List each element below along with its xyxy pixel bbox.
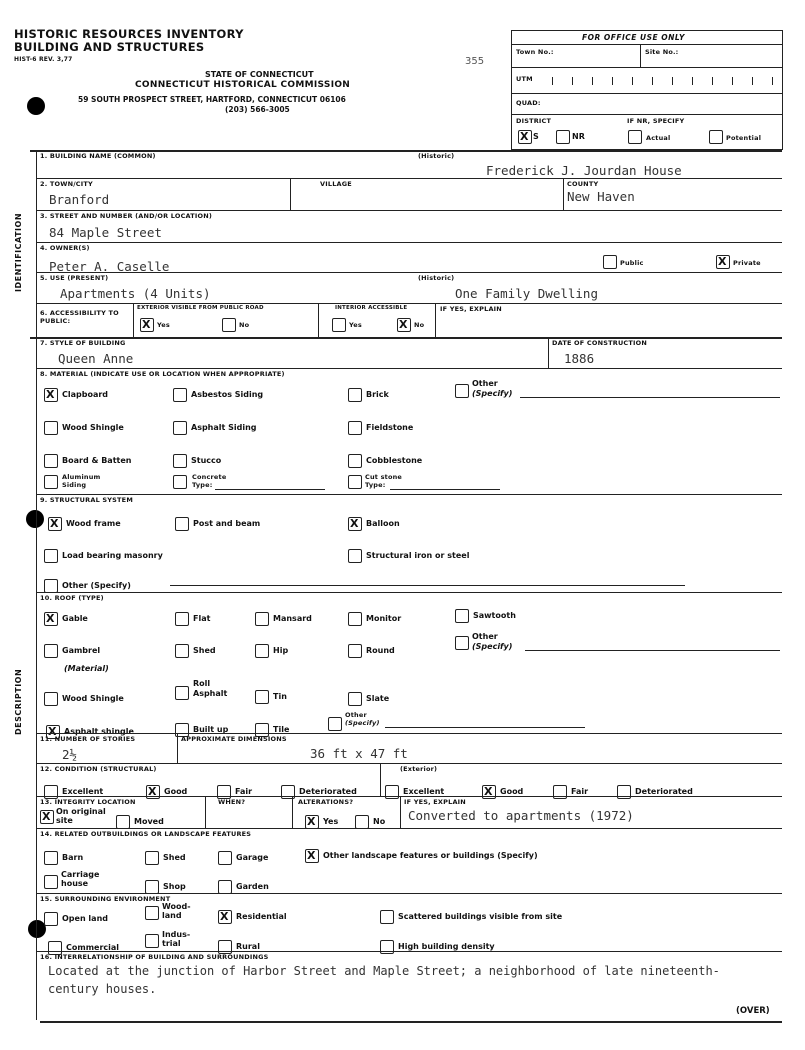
actual-checkbox[interactable] (628, 130, 642, 144)
structural-label: 9. STRUCTURAL SYSTEM (40, 496, 133, 504)
shop-label: Shop (163, 881, 186, 891)
clapboard-label: Clapboard (62, 389, 109, 399)
brick-label: Brick (366, 389, 389, 399)
style-label: 7. STYLE OF BUILDING (40, 339, 126, 347)
roof-shed[interactable] (175, 640, 216, 659)
garage-checkbox[interactable] (218, 851, 232, 865)
asphalt-shingle-checkbox[interactable]: X (46, 725, 60, 739)
post-beam-label: Post and beam (193, 518, 261, 528)
tile-label: Tile (273, 724, 290, 734)
balloon-label: Balloon (366, 518, 400, 528)
roof-specify-label: (Specify) (472, 642, 513, 651)
high-density-label: High building density (398, 941, 495, 951)
form-title: HISTORIC RESOURCES INVENTORY (14, 27, 244, 41)
wood-shingle-label: Wood Shingle (62, 422, 124, 432)
commission-phone: (203) 566-3005 (225, 105, 290, 114)
accessibility-label: 6. ACCESSIBILITY TO PUBLIC: (40, 309, 119, 325)
related-other-landscape[interactable] (305, 845, 538, 864)
district-s-label: S (533, 132, 539, 141)
cond-good-checkbox[interactable]: X (146, 785, 160, 799)
asbestos-checkbox[interactable] (173, 388, 187, 402)
gable-checkbox[interactable]: X (44, 612, 58, 626)
surrounding-label: 15. SURROUNDING ENVIRONMENT (40, 895, 171, 903)
material-asphalt-siding[interactable] (173, 417, 257, 436)
wood-frame-label: Wood frame (66, 518, 121, 528)
moved-checkbox[interactable] (116, 815, 130, 829)
structural-iron-steel[interactable] (348, 545, 469, 564)
roof-material-specify-label: (Specify) (345, 719, 380, 727)
moved-label: Moved (134, 816, 164, 826)
rural-label: Rural (236, 941, 260, 951)
roll-asphalt-checkbox[interactable] (175, 686, 189, 700)
carriage-house-label: house (61, 879, 89, 888)
interior-yes-checkbox[interactable] (332, 318, 346, 332)
roof-other-label: Other (472, 632, 498, 641)
ext-good-label: Good (500, 786, 524, 796)
form-subtitle: BUILDING AND STRUCTURES (14, 40, 205, 54)
ext-condition-fair[interactable] (553, 781, 588, 800)
building-name-label: 1. BUILDING NAME (COMMON) (40, 152, 156, 160)
roof-flat[interactable] (175, 608, 210, 627)
condition-label: 12. CONDITION (STRUCTURAL) (40, 765, 157, 773)
building-name-historic-field[interactable]: Frederick J. Jourdan House (486, 163, 682, 178)
scattered-label: Scattered buildings visible from site (398, 911, 563, 921)
page-code: 355 (465, 56, 485, 67)
cobblestone-label: Cobblestone (366, 455, 423, 465)
exterior-yes-label: Yes (157, 321, 170, 329)
brick-checkbox[interactable] (348, 388, 362, 402)
alteration-explain-field[interactable]: Converted to apartments (1972) (408, 808, 634, 823)
concrete-label: Concrete (192, 473, 227, 481)
slate-label: Slate (366, 693, 390, 703)
material-other-label: Other (472, 379, 498, 388)
potential-checkbox[interactable] (709, 130, 723, 144)
ext-deteriorated-label: Deteriorated (635, 786, 693, 796)
over-label: (OVER) (736, 1006, 770, 1016)
historic-label: (Historic) (418, 152, 455, 160)
date-field[interactable]: 1886 (564, 351, 595, 366)
clapboard-checkbox[interactable]: X (44, 388, 58, 402)
structural-balloon[interactable] (348, 513, 400, 532)
shed-label: Shed (193, 645, 216, 655)
section-description: DESCRIPTION (14, 668, 23, 735)
structural-post-beam[interactable] (175, 513, 260, 532)
woodland-checkbox[interactable] (145, 906, 159, 920)
gable-label: Gable (62, 613, 88, 623)
exterior-visible-label: EXTERIOR VISIBLE FROM PUBLIC ROAD (137, 305, 264, 311)
cut-stone-label: Cut stone (365, 473, 403, 481)
barn-label: Barn (62, 852, 84, 862)
balloon-checkbox[interactable]: X (348, 517, 362, 531)
utm-label: UTM (516, 75, 533, 83)
related-shed-label: Shed (163, 852, 186, 862)
env-high-density[interactable] (380, 936, 495, 955)
use-historic-field[interactable]: One Family Dwelling (455, 286, 598, 301)
ext-fair-label: Fair (571, 786, 589, 796)
exterior-yes-checkbox[interactable]: X (140, 318, 154, 332)
structural-other-label: Other (Specify) (62, 580, 131, 590)
iron-steel-label: Structural iron or steel (366, 550, 470, 560)
dimensions-label: APPROXIMATE DIMENSIONS (181, 735, 287, 743)
ext-condition-good[interactable] (482, 781, 523, 800)
interior-yes-label: Yes (349, 321, 362, 329)
roof-monitor[interactable] (348, 608, 401, 627)
load-bearing-checkbox[interactable] (44, 549, 58, 563)
load-bearing-label: Load bearing masonry (62, 550, 163, 560)
public-label: Public (620, 259, 644, 267)
use-present-field[interactable]: Apartments (4 Units) (60, 286, 211, 301)
office-use-title: FOR OFFICE USE ONLY (582, 33, 685, 42)
roof-wood-shingle[interactable] (44, 688, 124, 707)
concrete-type-label: Type: (192, 481, 213, 489)
env-residential[interactable] (218, 906, 287, 925)
structural-wood-frame[interactable] (48, 513, 121, 532)
stucco-label: Stucco (191, 455, 222, 465)
roof-wood-shingle-checkbox[interactable] (44, 692, 58, 706)
asphalt-siding-checkbox[interactable] (173, 421, 187, 435)
punch-hole (27, 97, 45, 115)
garden-label: Garden (236, 881, 269, 891)
monitor-label: Monitor (366, 613, 402, 623)
stucco-checkbox[interactable] (173, 454, 187, 468)
integrity-label: 13. INTEGRITY LOCATION (40, 798, 136, 806)
alterations-no-label: No (373, 816, 386, 826)
roof-mansard[interactable] (255, 608, 312, 627)
roof-gambrel[interactable] (44, 640, 100, 659)
street-field[interactable]: 84 Maple Street (49, 225, 162, 240)
gambrel-checkbox[interactable] (44, 644, 58, 658)
flat-checkbox[interactable] (175, 612, 189, 626)
sawtooth-checkbox[interactable] (455, 609, 469, 623)
alterations-yes-label: Yes (323, 816, 339, 826)
other-landscape-checkbox[interactable]: X (305, 849, 319, 863)
related-garage[interactable] (218, 847, 268, 866)
round-label: Round (366, 645, 395, 655)
dimensions-field[interactable]: 36 ft x 47 ft (310, 746, 408, 761)
woodland-sub-label: land (162, 911, 182, 920)
roof-material-label: (Material) (64, 664, 109, 673)
round-checkbox[interactable] (348, 644, 362, 658)
slate-checkbox[interactable] (348, 692, 362, 706)
commission-address: 59 SOUTH PROSPECT STREET, HARTFORD, CONNECTICUT 06106 (78, 95, 346, 104)
site-no-label: Site No.: (645, 48, 679, 56)
roof-hip[interactable] (255, 640, 288, 659)
if-yes-explain-label: IF YES, EXPLAIN (440, 305, 502, 313)
town-field[interactable]: Branford (49, 192, 110, 207)
shop-checkbox[interactable] (145, 880, 159, 894)
material-brick[interactable] (348, 384, 389, 403)
asphalt-shingle-label: Asphalt shingle (64, 726, 134, 736)
commercial-label: Commercial (66, 942, 120, 952)
interior-accessible-label: INTERIOR ACCESSIBLE (335, 305, 408, 311)
owner-field[interactable]: Peter A. Caselle (49, 259, 170, 274)
street-label: 3. STREET AND NUMBER (AND/OR LOCATION) (40, 212, 213, 220)
asphalt-siding-label: Asphalt Siding (191, 422, 257, 432)
use-historic-label: (Historic) (418, 274, 455, 282)
roof-slate[interactable] (348, 688, 389, 707)
cut-stone-checkbox[interactable] (348, 475, 362, 489)
board-batten-checkbox[interactable] (44, 454, 58, 468)
carriage-house-checkbox[interactable] (44, 875, 58, 889)
cobblestone-checkbox[interactable] (348, 454, 362, 468)
roof-sawtooth[interactable] (455, 605, 516, 624)
cond-excellent-label: Excellent (62, 786, 104, 796)
commission-name: CONNECTICUT HISTORICAL COMMISSION (135, 80, 351, 90)
woodland-label: Wood- (162, 902, 191, 911)
exterior-no-label: No (239, 321, 250, 329)
quad-label: QUAD: (516, 99, 541, 107)
residential-label: Residential (236, 911, 287, 921)
aluminum-checkbox[interactable] (44, 475, 58, 489)
owner-label: 4. OWNER(S) (40, 244, 90, 252)
alterations-yes-checkbox[interactable]: X (305, 815, 319, 829)
open-land-checkbox[interactable] (44, 912, 58, 926)
roll-label: Roll (193, 679, 211, 688)
original-site-checkbox[interactable]: X (40, 810, 54, 824)
if-nr-label: IF NR, SPECIFY (627, 117, 685, 125)
condition-exterior-label: (Exterior) (400, 765, 438, 773)
condition-good[interactable] (146, 781, 187, 800)
material-fieldstone[interactable] (348, 417, 413, 436)
material-board-batten[interactable] (44, 450, 131, 469)
structural-other-checkbox[interactable] (44, 579, 58, 593)
garage-label: Garage (236, 852, 269, 862)
punch-hole (26, 510, 44, 528)
scattered-checkbox[interactable] (380, 910, 394, 924)
iron-steel-checkbox[interactable] (348, 549, 362, 563)
aluminum-label: Aluminum (62, 473, 101, 481)
use-label: 5. USE (PRESENT) (40, 274, 109, 282)
related-barn[interactable] (44, 847, 83, 866)
cond-good-label: Good (164, 786, 188, 796)
interior-no-label: No (414, 321, 425, 329)
ext-condition-deteriorated[interactable] (617, 781, 693, 800)
flat-label: Flat (193, 613, 211, 623)
wood-shingle-checkbox[interactable] (44, 421, 58, 435)
original-site-label: On original (56, 807, 106, 816)
monitor-checkbox[interactable] (348, 612, 362, 626)
ext-good-checkbox[interactable]: X (482, 785, 496, 799)
related-shed-checkbox[interactable] (145, 851, 159, 865)
public-checkbox[interactable] (603, 255, 617, 269)
structural-load-bearing[interactable] (44, 545, 163, 564)
interrelationship-line2[interactable]: century houses. (48, 982, 157, 996)
material-label: 8. MATERIAL (INDICATE USE OR LOCATION WHEN APPROPRIATE) (40, 370, 285, 378)
district-nr-checkbox[interactable] (556, 130, 570, 144)
material-cobblestone[interactable] (348, 450, 422, 469)
tin-label: Tin (273, 691, 287, 701)
other-landscape-label: Other landscape features or buildings (Specify) (323, 850, 538, 860)
material-other-checkbox[interactable] (455, 384, 469, 398)
roof-other-checkbox[interactable] (455, 636, 469, 650)
industrial-sub-label: trial (162, 939, 181, 948)
section-identification: IDENTIFICATION (14, 212, 23, 292)
original-site-sub-label: site (56, 816, 73, 825)
town-no-label: Town No.: (516, 48, 554, 56)
private-checkbox[interactable]: X (716, 255, 730, 269)
barn-checkbox[interactable] (44, 851, 58, 865)
fieldstone-label: Fieldstone (366, 422, 414, 432)
alterations-no-checkbox[interactable] (355, 815, 369, 829)
alterations-label: ALTERATIONS? (298, 798, 354, 806)
potential-label: Potential (726, 134, 762, 142)
roof-wood-shingle-label: Wood Shingle (62, 693, 124, 703)
actual-label: Actual (646, 134, 671, 142)
roof-round[interactable] (348, 640, 395, 659)
interrelationship-label: 16. INTERRELATIONSHIP OF BUILDING AND SURROUNDINGS (40, 953, 269, 961)
exterior-no-checkbox[interactable] (222, 318, 236, 332)
tin-checkbox[interactable] (255, 690, 269, 704)
related-label: 14. RELATED OUTBUILDINGS OR LANDSCAPE FEATURES (40, 830, 252, 838)
hip-checkbox[interactable] (255, 644, 269, 658)
county-field[interactable]: New Haven (567, 189, 635, 204)
post-beam-checkbox[interactable] (175, 517, 189, 531)
concrete-checkbox[interactable] (173, 475, 187, 489)
asbestos-label: Asbestos Siding (191, 389, 264, 399)
mansard-label: Mansard (273, 613, 312, 623)
gambrel-label: Gambrel (62, 645, 101, 655)
village-label: VILLAGE (320, 180, 352, 188)
private-label: Private (733, 259, 761, 267)
env-scattered[interactable] (380, 906, 562, 925)
sawtooth-label: Sawtooth (473, 610, 516, 620)
roof-label: 10. ROOF (TYPE) (40, 594, 104, 602)
form-code: HIST-6 REV. 3,77 (14, 56, 73, 63)
mansard-checkbox[interactable] (255, 612, 269, 626)
district-label: DISTRICT (516, 117, 552, 125)
related-shed[interactable] (145, 847, 186, 866)
residential-checkbox[interactable]: X (218, 910, 232, 924)
material-clapboard[interactable] (44, 384, 108, 403)
roof-gable[interactable] (44, 608, 88, 627)
material-specify-label: (Specify) (472, 389, 513, 398)
stories-label: 11. NUMBER OF STORIES (40, 735, 136, 743)
garden-checkbox[interactable] (218, 880, 232, 894)
district-nr-label: NR (572, 132, 585, 141)
roof-material-other-label: Other (345, 711, 367, 719)
interrelationship-line1[interactable]: Located at the junction of Harbor Street and Maple Street; a neighborhood of late nineteenth- (48, 964, 720, 978)
hip-label: Hip (273, 645, 289, 655)
cut-stone-type-label: Type: (365, 481, 386, 489)
stories-field[interactable]: 2½ (62, 747, 78, 762)
roll-asphalt-label: Asphalt (193, 689, 228, 698)
material-stucco[interactable] (173, 450, 221, 469)
roof-material-other-checkbox[interactable] (328, 717, 342, 731)
cond-fair-label: Fair (235, 786, 253, 796)
board-batten-label: Board & Batten (62, 455, 132, 465)
aluminum-siding-label: Siding (62, 481, 87, 489)
county-label: COUNTY (567, 180, 599, 188)
built-up-label: Built up (193, 724, 229, 734)
cond-deteriorated-label: Deteriorated (299, 786, 357, 796)
material-other[interactable] (455, 380, 469, 399)
style-field[interactable]: Queen Anne (58, 351, 134, 366)
wood-frame-checkbox[interactable]: X (48, 517, 62, 531)
material-wood-shingle[interactable] (44, 417, 124, 436)
fieldstone-checkbox[interactable] (348, 421, 362, 435)
town-label: 2. TOWN/CITY (40, 180, 93, 188)
district-s-checkbox[interactable]: X (518, 130, 532, 144)
industrial-label: Indus- (162, 930, 191, 939)
state-name: STATE OF CONNECTICUT (205, 70, 314, 79)
when-label: WHEN? (218, 798, 246, 806)
ext-excellent-label: Excellent (403, 786, 445, 796)
roof-tin[interactable] (255, 686, 287, 705)
industrial-checkbox[interactable] (145, 934, 159, 948)
shed-checkbox[interactable] (175, 644, 189, 658)
interior-no-checkbox[interactable]: X (397, 318, 411, 332)
open-land-label: Open land (62, 913, 108, 923)
carriage-label: Carriage (61, 870, 100, 879)
material-asbestos[interactable] (173, 384, 263, 403)
date-label: DATE OF CONSTRUCTION (552, 339, 648, 347)
office-use-box (511, 30, 783, 150)
env-open-land[interactable] (44, 908, 108, 927)
integrity-explain-label: IF YES, EXPLAIN (404, 798, 466, 806)
